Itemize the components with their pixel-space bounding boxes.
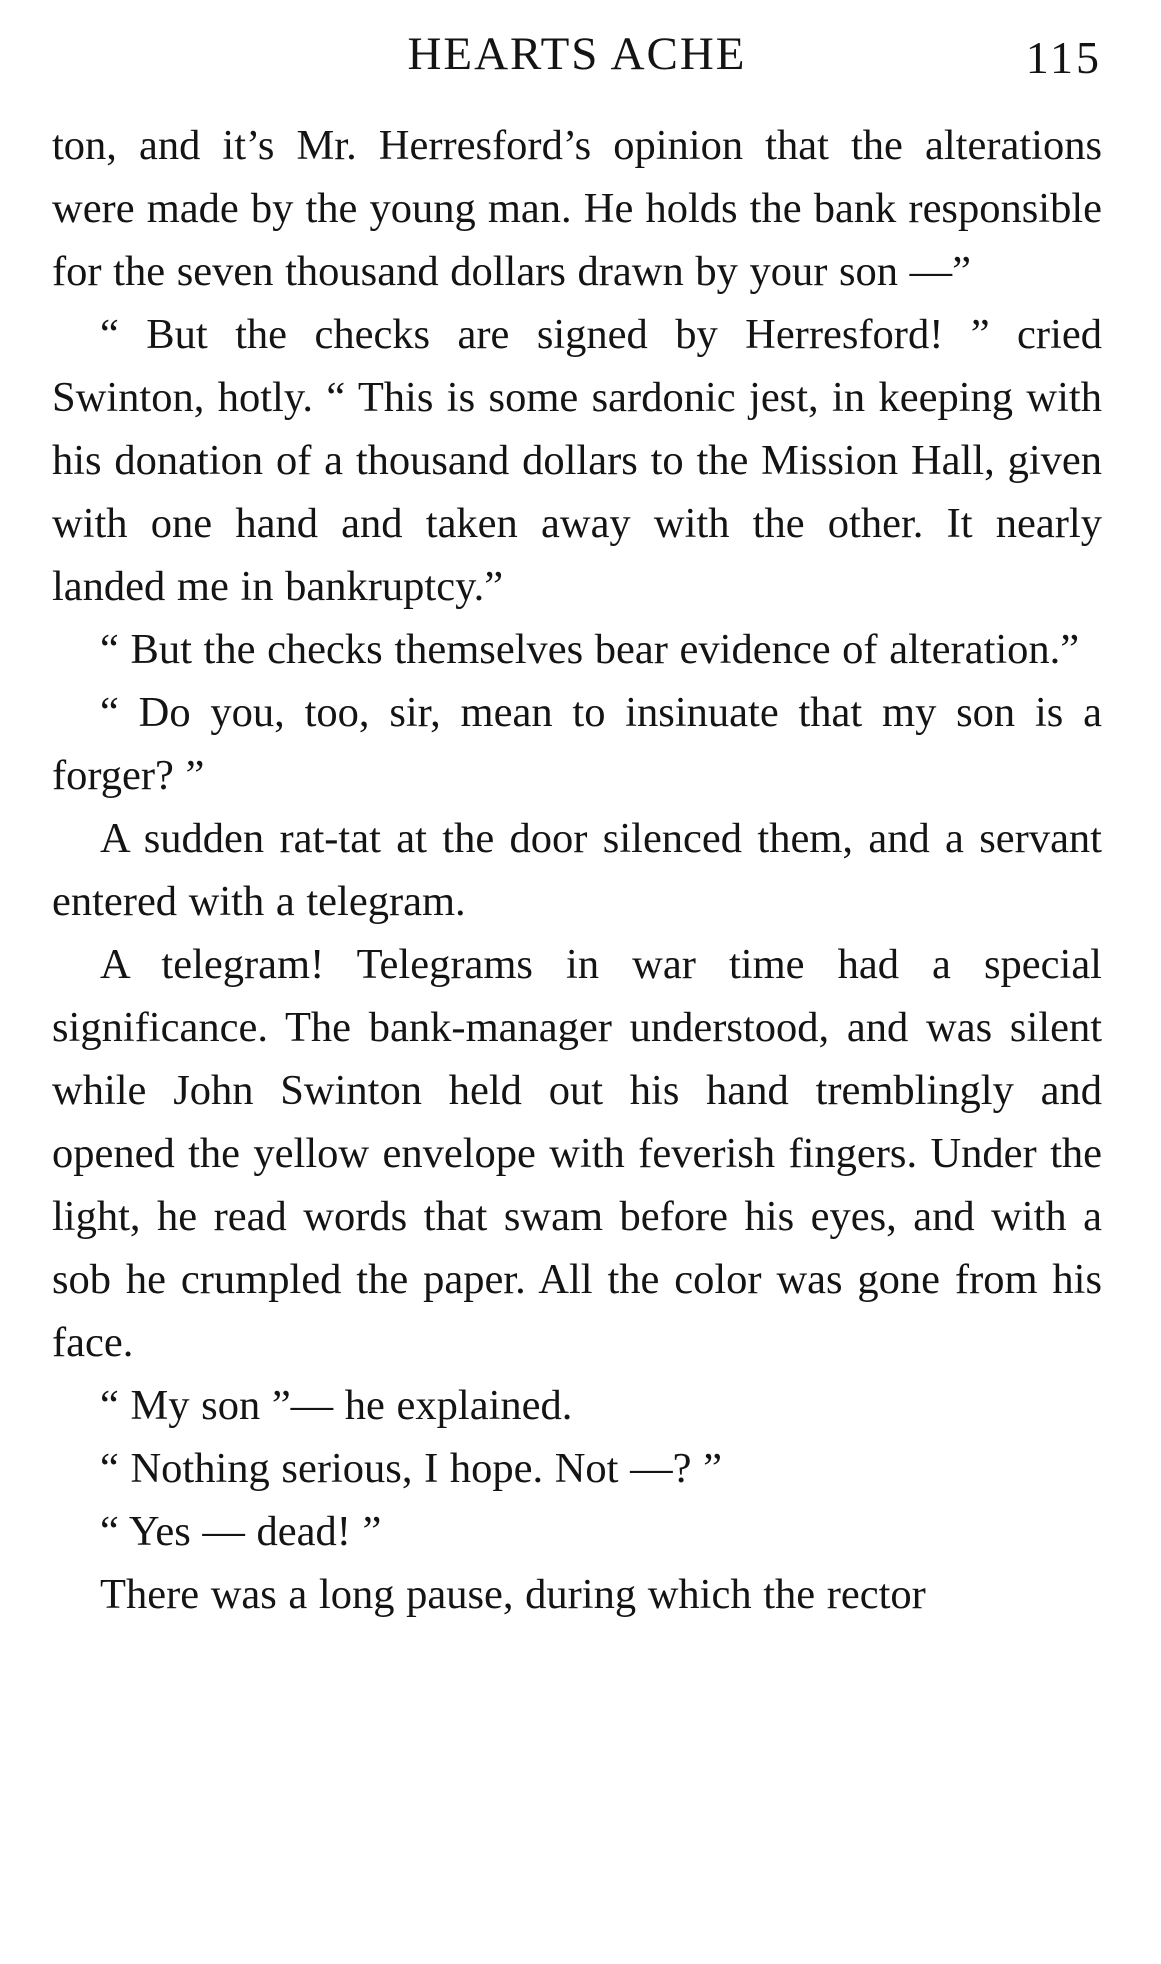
page-number: 115 <box>1025 32 1102 83</box>
paragraph-continued: ton, and it’s Mr. Herresford’s opinion that the alterations were made by the young man. He holds the bank responsible for the seven thousand dollars drawn by your son —” <box>52 122 1102 295</box>
paragraph: A telegram! Telegrams in war time had a special significance. The bank-manager understood, and was silent while John Swinton held out his hand tremblingly and opened the yellow envelope with feverish fingers. Under the light, he read words that swam before his eyes, and with a sob he crumpled the paper. All the color was gone from his face. <box>52 941 1102 1366</box>
paragraph: “ Nothing serious, I hope. Not —? ” <box>100 1445 722 1492</box>
paragraph-last: There was a long pause, during which the rector <box>100 1571 926 1618</box>
paragraph: “ Do you, too, sir, mean to insinuate that my son is a forger? ” <box>52 689 1102 799</box>
paragraph: “ My son ”— he explained. <box>100 1382 573 1429</box>
paragraph: “ Yes — dead! ” <box>100 1508 382 1555</box>
paragraph: “ But the checks themselves bear evidence of alteration.” <box>100 626 1080 673</box>
page-header <box>52 24 1102 84</box>
body-text <box>52 114 1102 1626</box>
paragraph: “ But the checks are signed by Herresford! ” cried Swinton, hotly. “ This is some sardonic jest, in keeping with his donation of a thousand dollars to the Mission Hall, given with one hand and taken away with the other. It nearly landed me in bankruptcy.” <box>52 311 1102 610</box>
running-title: HEARTS ACHE <box>407 28 747 80</box>
paragraph: A sudden rat-tat at the door silenced them, and a servant entered with a telegram. <box>52 815 1102 925</box>
